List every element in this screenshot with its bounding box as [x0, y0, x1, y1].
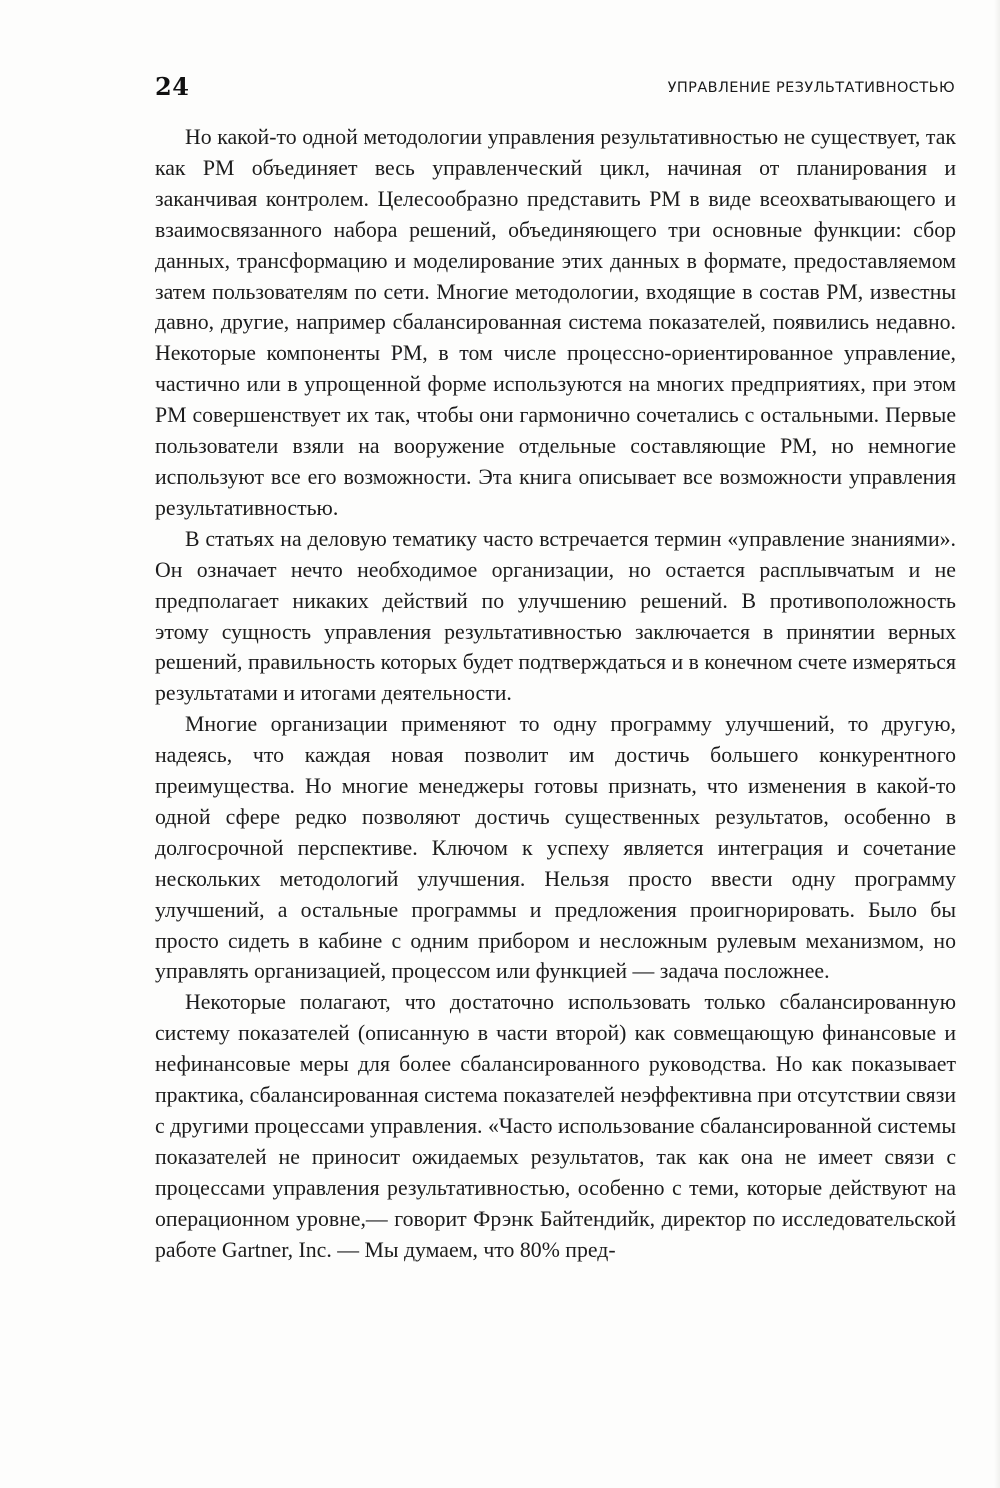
- body-text: [155, 122, 956, 1266]
- page-header: [155, 68, 955, 108]
- paragraph: Некоторые полагают, что достаточно использовать только сбалансированную систему показателей (описанную в части второй) как совмещающую финансовые и нефинансовые меры для более сбалансированного руководства. Но как показывает практика, сбалансированная система показателей неэффективна при отсутствии связи с другими процессами управления. «Часто использование сбалансированной системы показателей не приносит ожидаемых результатов, так как она не имеет связи с процессами управления результативностью, особенно с теми, которые действуют на операционном уровне,— говорит Фрэнк Байтендийк, директор по исследовательской работе Gartner, Inc. — Мы думаем, что 80% пред-: [155, 990, 956, 1262]
- page-number: 24: [155, 72, 190, 101]
- paragraph: Многие организации применяют то одну программу улучшений, то другую, надеясь, что каждая новая позволит им достичь большего конкурентного преимущества. Но многие менеджеры готовы признать, что изменения в какой-то одной сфере редко позволяют достичь существенных результатов, особенно в долгосрочной перспективе. Ключом к успеху является интеграция и сочетание нескольких методологий улучшения. Нельзя просто ввести одну программу улучшений, а остальные программы и предложения проигнорировать. Было бы просто сидеть в кабине с одним прибором и несложным рулевым механизмом, но управлять организацией, процессом или функцией — задача посложнее.: [155, 712, 956, 984]
- page-edge-shadow: [994, 0, 1000, 1488]
- paragraph: В статьях на деловую тематику часто встречается термин «управление знаниями». Он означает нечто необходимое организации, но остается расплывчатым и не предполагает никаких действий по улучшению решений. В противоположность этому сущность управления результативностью заключается в принятии верных решений, правильность которых будет подтверждаться и в конечном счете измеряться результатами и итогами деятельности.: [155, 526, 956, 706]
- running-head-title: УПРАВЛЕНИЕ РЕЗУЛЬТАТИВНОСТЬЮ: [667, 80, 955, 96]
- paragraph: Но какой-то одной методологии управления результативностью не существует, так как PM объединяет весь управленческий цикл, начиная от планирования и заканчивая контролем. Целесообразно представить PM в виде всеохватывающего и взаимосвязанного набора решений, объединяющего три основные функции: сбор данных, трансформацию и моделирование этих данных в формате, предоставляемом затем пользователям по сети. Многие методологии, входящие в состав PM, известны давно, другие, например сбалансированная система показателей, появились недавно. Некоторые компоненты PM, в том числе процессно-ориентированное управление, частично или в упрощенной форме используются на многих предприятиях, при этом PM совершенствует их так, чтобы они гармонично сочетались с остальными. Первые пользователи взяли на вооружение отдельные составляющие PM, но немногие используют все его возможности. Эта книга описывает все возможности управления результативностью.: [155, 125, 956, 520]
